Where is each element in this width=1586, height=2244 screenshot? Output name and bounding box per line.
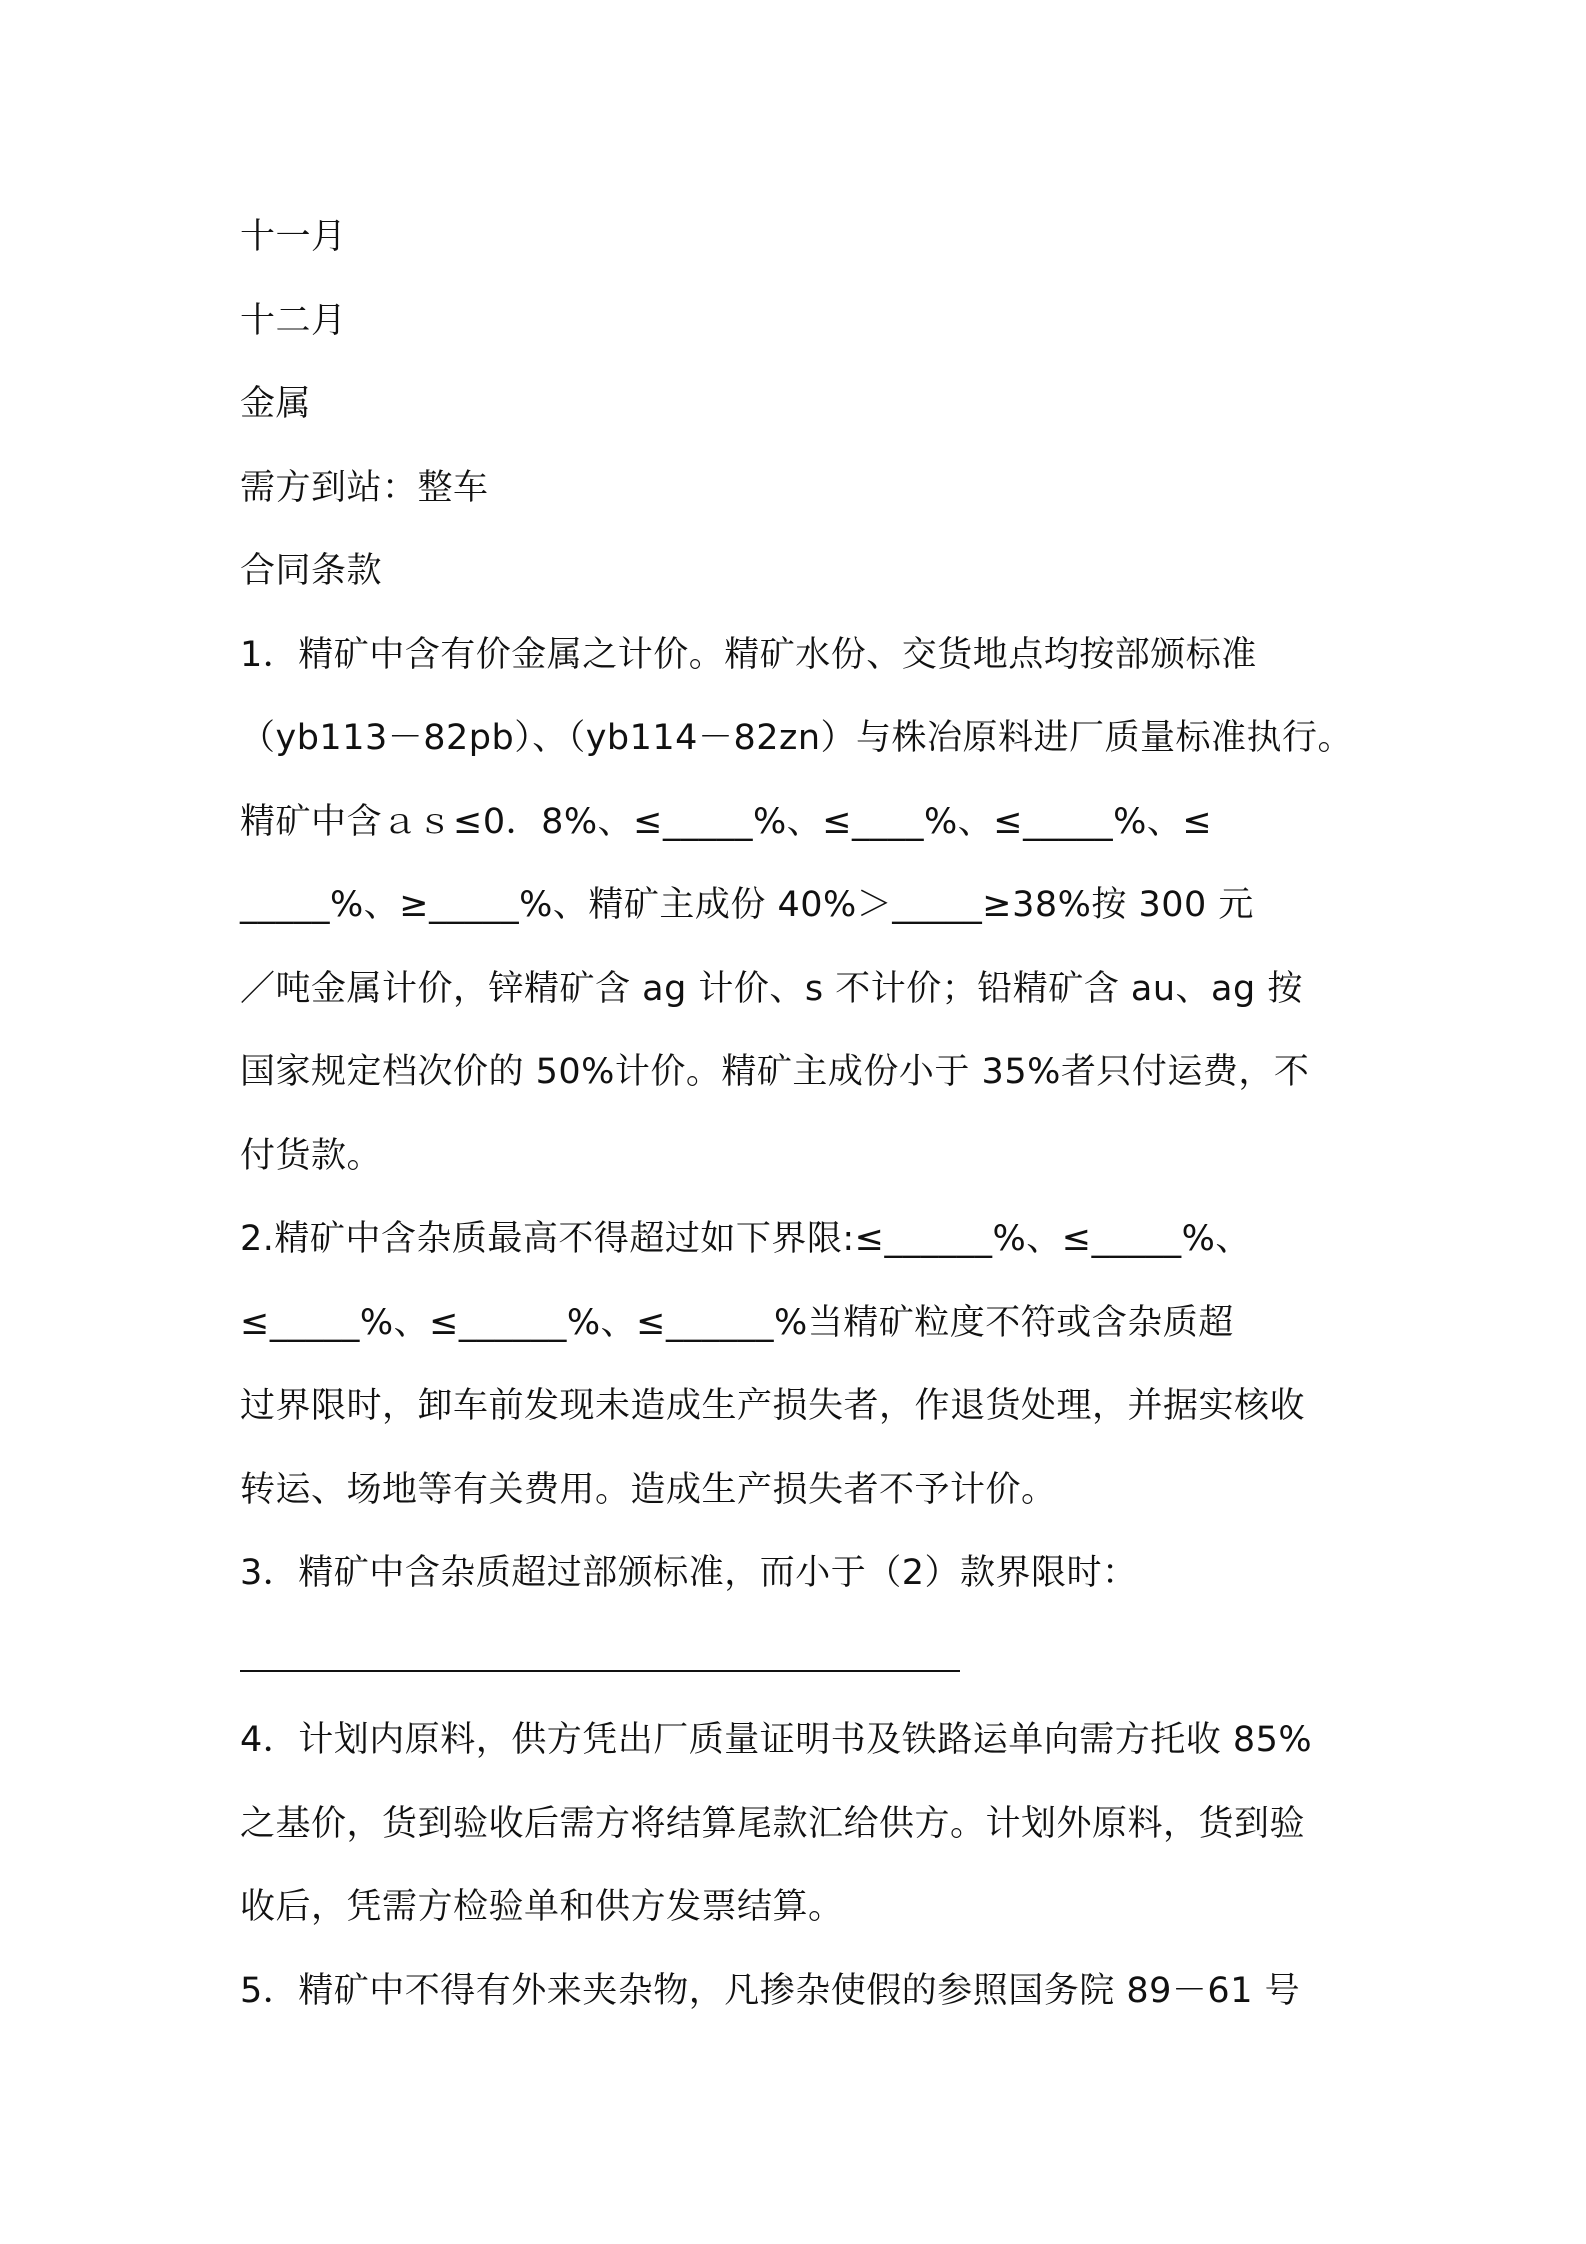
clause-line: 1．精矿中含有价金属之计价。精矿水份、交货地点均按部颁标准 xyxy=(240,634,1257,675)
document-body xyxy=(240,196,1370,2033)
clause-line: 之基价，货到验收后需方将结算尾款汇给供方。计划外原料，货到验 xyxy=(240,1803,1306,1844)
heading-metal: 金属 xyxy=(240,384,312,424)
heading-december: 十二月 xyxy=(240,300,347,341)
clause-2 xyxy=(240,1198,1370,1532)
clause-5 xyxy=(240,1950,1370,2034)
clause-line: 收后，凭需方检验单和供方发票结算。 xyxy=(240,1887,844,1927)
clause-4 xyxy=(240,1699,1370,1950)
clause-line: （yb113－82pb）、（yb114－82zn）与株冶原料进厂质量标准执行。 xyxy=(240,718,1354,758)
clause-line: 4．计划内原料，供方凭出厂质量证明书及铁路运单向需方托收 85% xyxy=(240,1720,1313,1760)
clause-line: 过界限时，卸车前发现未造成生产损失者，作退货处理，并据实核收 xyxy=(240,1386,1306,1426)
clause-line: 精矿中含ａｓ≤0．8%、≤_____%、≤____%、≤_____%、≤ xyxy=(240,801,1213,842)
heading-november: 十一月 xyxy=(240,217,347,257)
clause-line: 2.精矿中含杂质最高不得超过如下界限:≤______%、≤_____%、 xyxy=(240,1219,1251,1259)
blank-underline xyxy=(240,1670,960,1672)
clause-line: ≤_____%、≤______%、≤______%当精矿粒度不符或含杂质超 xyxy=(240,1302,1234,1343)
clause-line: 国家规定档次价的 50%计价。精矿主成份小于 35%者只付运费，不 xyxy=(240,1052,1310,1092)
clause-line: 转运、场地等有关费用。造成生产损失者不予计价。 xyxy=(240,1469,1057,1510)
clause-line: 3．精矿中含杂质超过部颁标准，而小于（2）款界限时： xyxy=(240,1553,1138,1593)
clause-line: 付货款。 xyxy=(240,1135,383,1176)
clause-line: ／吨金属计价，锌精矿含 ag 计价、s 不计价；铅精矿含 au、ag 按 xyxy=(240,968,1303,1009)
clause-line: 5．精矿中不得有外来夹杂物，凡掺杂使假的参照国务院 89－61 号 xyxy=(240,1970,1301,2011)
fill-in-blank xyxy=(240,1616,1370,1700)
contract-terms-heading: 合同条款 xyxy=(240,551,383,591)
clause-3 xyxy=(240,1532,1370,1699)
destination-line: 需方到站：整车 xyxy=(240,467,489,508)
clause-1 xyxy=(240,614,1370,1199)
clause-line: _____%、≥_____%、精矿主成份 40%＞_____≥38%按 300 元 xyxy=(240,885,1254,925)
